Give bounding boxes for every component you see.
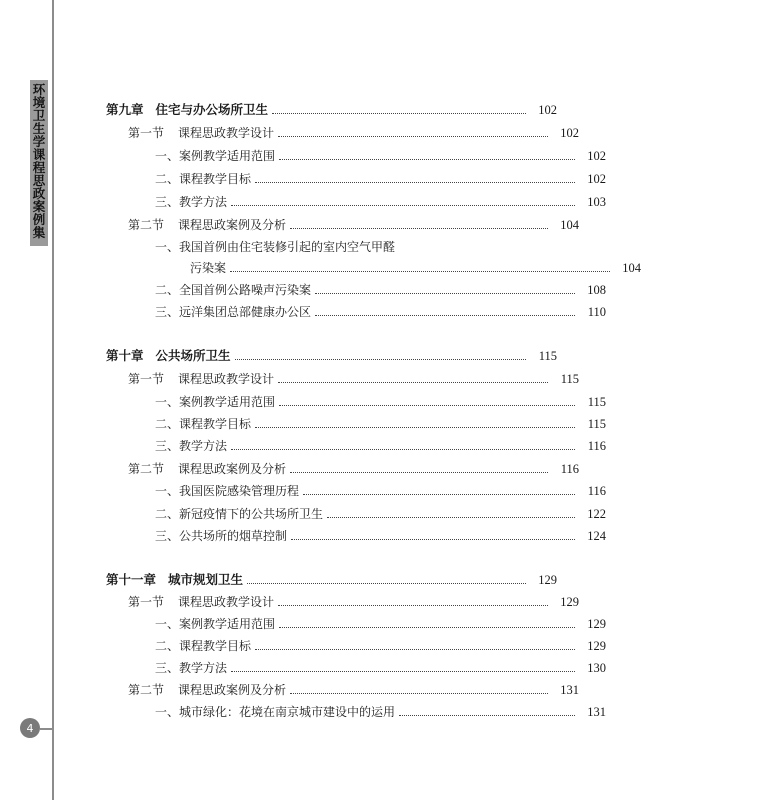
- toc-number: 第十一章: [106, 572, 157, 587]
- leader-dots: [291, 539, 575, 540]
- leader-dots: [279, 405, 575, 406]
- toc-page-number: 122: [587, 507, 606, 521]
- toc-title: 住宅与办公场所卫生: [155, 102, 269, 117]
- toc-page-number: 115: [560, 372, 579, 386]
- toc-number: 第一节: [128, 595, 165, 609]
- toc-number: 第二节: [128, 218, 165, 232]
- book-title-char: 环: [32, 82, 46, 97]
- toc-title: 二、全国首例公路噪声污染案: [155, 283, 312, 297]
- book-title-char: 卫: [32, 108, 46, 123]
- toc-title: 二、新冠疫情下的公共场所卫生: [155, 507, 324, 521]
- toc-number: 第一节: [128, 372, 165, 386]
- leader-dots: [290, 228, 548, 229]
- leader-dots: [231, 205, 575, 206]
- toc-title: 课程思政案例及分析: [178, 683, 287, 697]
- toc-item[interactable]: [0, 388, 724, 410]
- toc-title: 课程思政案例及分析: [178, 462, 287, 476]
- toc-page-number: 131: [560, 683, 579, 697]
- toc-title: 课程思政案例及分析: [178, 218, 287, 232]
- toc-item[interactable]: [0, 522, 724, 544]
- toc-number: 第一节: [128, 126, 165, 140]
- leader-dots: [278, 136, 548, 137]
- leader-dots: [315, 293, 575, 294]
- leader-dots: [230, 271, 610, 272]
- book-title-char: 例: [32, 212, 46, 227]
- toc-page-number: 103: [587, 195, 606, 209]
- toc-page-number: 102: [560, 126, 579, 140]
- leader-dots: [279, 159, 575, 160]
- leader-dots: [290, 472, 548, 473]
- toc-title: 一、城市绿化：花境在南京城市建设中的运用: [155, 705, 396, 719]
- book-title-char: 案: [32, 199, 46, 214]
- book-title-char: 思: [32, 173, 46, 188]
- toc-title: 课程思政教学设计: [178, 126, 275, 140]
- book-title-char: 程: [32, 160, 46, 175]
- toc-number: 第十章: [106, 348, 144, 363]
- toc-item[interactable]: [0, 142, 724, 164]
- toc-title: 三、教学方法: [155, 661, 228, 675]
- toc-title: 课程思政教学设计: [178, 595, 275, 609]
- toc-chapter[interactable]: [0, 342, 675, 364]
- book-title-char: 集: [32, 225, 46, 240]
- toc-page-number: 115: [587, 417, 606, 431]
- toc-item[interactable]: [0, 654, 724, 676]
- toc-item[interactable]: [0, 632, 724, 654]
- toc-page-number: 115: [587, 395, 606, 409]
- leader-dots: [231, 671, 575, 672]
- leader-dots: [290, 693, 548, 694]
- toc-title: 一、案例教学适用范围: [155, 617, 276, 631]
- toc-number: 第九章: [106, 102, 144, 117]
- toc-section[interactable]: [0, 211, 697, 233]
- toc-item[interactable]: [0, 276, 724, 298]
- toc-page-number: 116: [587, 484, 606, 498]
- toc-page-number: 129: [560, 595, 579, 609]
- toc-title: 城市规划卫生: [168, 572, 244, 587]
- toc-page-number: 131: [587, 705, 606, 719]
- leader-dots: [247, 583, 526, 584]
- toc-page-number: 129: [587, 639, 606, 653]
- leader-dots: [255, 427, 575, 428]
- toc-title: 二、课程教学目标: [155, 639, 252, 653]
- toc-title: 一、案例教学适用范围: [155, 395, 276, 409]
- toc-page-number: 102: [587, 149, 606, 163]
- toc-section[interactable]: [0, 365, 697, 387]
- book-title-char: 政: [32, 186, 46, 201]
- book-title-char: 境: [32, 95, 46, 110]
- page-number-rule: [40, 728, 53, 730]
- toc-page-number: 129: [587, 617, 606, 631]
- book-title-char: 学: [32, 134, 46, 149]
- toc-section[interactable]: [0, 119, 697, 141]
- toc-section[interactable]: [0, 676, 697, 698]
- toc-item[interactable]: [0, 698, 724, 720]
- leader-dots: [235, 359, 526, 360]
- toc-title: 三、教学方法: [155, 439, 228, 453]
- toc-cont[interactable]: [0, 254, 759, 276]
- toc-section[interactable]: [0, 588, 697, 610]
- leader-dots: [279, 627, 575, 628]
- toc-title: 三、公共场所的烟草控制: [155, 529, 288, 543]
- toc-page-number: 115: [538, 349, 557, 363]
- toc-page-number: 104: [622, 261, 641, 275]
- toc-page-number: 104: [560, 218, 579, 232]
- toc-page-number: 110: [587, 305, 606, 319]
- toc-page-number: 124: [587, 529, 606, 543]
- toc-title: 三、远洋集团总部健康办公区: [155, 305, 312, 319]
- toc-title: 一、我国医院感染管理历程: [155, 484, 300, 498]
- leader-dots: [272, 113, 526, 114]
- leader-dots: [327, 517, 575, 518]
- toc-item[interactable]: [0, 432, 724, 454]
- book-title-char: 生: [32, 121, 46, 136]
- toc-page-number: 102: [587, 172, 606, 186]
- toc-title: 一、案例教学适用范围: [155, 149, 276, 163]
- toc-page-number: 116: [587, 439, 606, 453]
- leader-dots: [231, 449, 575, 450]
- leader-dots: [255, 649, 575, 650]
- toc-title: 二、课程教学目标: [155, 417, 252, 431]
- toc-item[interactable]: [0, 610, 724, 632]
- toc-page-number: 130: [587, 661, 606, 675]
- book-title-char: 课: [32, 147, 46, 162]
- toc-page-number: 108: [587, 283, 606, 297]
- toc-item[interactable]: [0, 477, 724, 499]
- toc-title: 污染案: [190, 261, 227, 275]
- toc-item[interactable]: [0, 165, 724, 187]
- toc-number: 第二节: [128, 683, 165, 697]
- leader-dots: [255, 182, 575, 183]
- toc-item[interactable]: [0, 233, 724, 255]
- toc-chapter[interactable]: [0, 96, 675, 118]
- toc-page-number: 116: [560, 462, 579, 476]
- toc-item[interactable]: [0, 500, 724, 522]
- toc-title: 一、我国首例由住宅装修引起的室内空气甲醛: [155, 240, 396, 254]
- leader-dots: [278, 382, 548, 383]
- leader-dots: [399, 715, 575, 716]
- toc-chapter[interactable]: [0, 566, 675, 588]
- leader-dots: [315, 315, 575, 316]
- toc-item[interactable]: [0, 298, 724, 320]
- toc-item[interactable]: [0, 188, 724, 210]
- toc-title: 三、教学方法: [155, 195, 228, 209]
- toc-page-number: 102: [538, 103, 557, 117]
- leader-dots: [278, 605, 548, 606]
- toc-section[interactable]: [0, 455, 697, 477]
- toc-title: 公共场所卫生: [155, 348, 231, 363]
- toc-number: 第二节: [128, 462, 165, 476]
- toc-title: 课程思政教学设计: [178, 372, 275, 386]
- toc-item[interactable]: [0, 410, 724, 432]
- toc-title: 二、课程教学目标: [155, 172, 252, 186]
- page-number: 4: [20, 718, 40, 738]
- leader-dots: [303, 494, 575, 495]
- toc-page-number: 129: [538, 573, 557, 587]
